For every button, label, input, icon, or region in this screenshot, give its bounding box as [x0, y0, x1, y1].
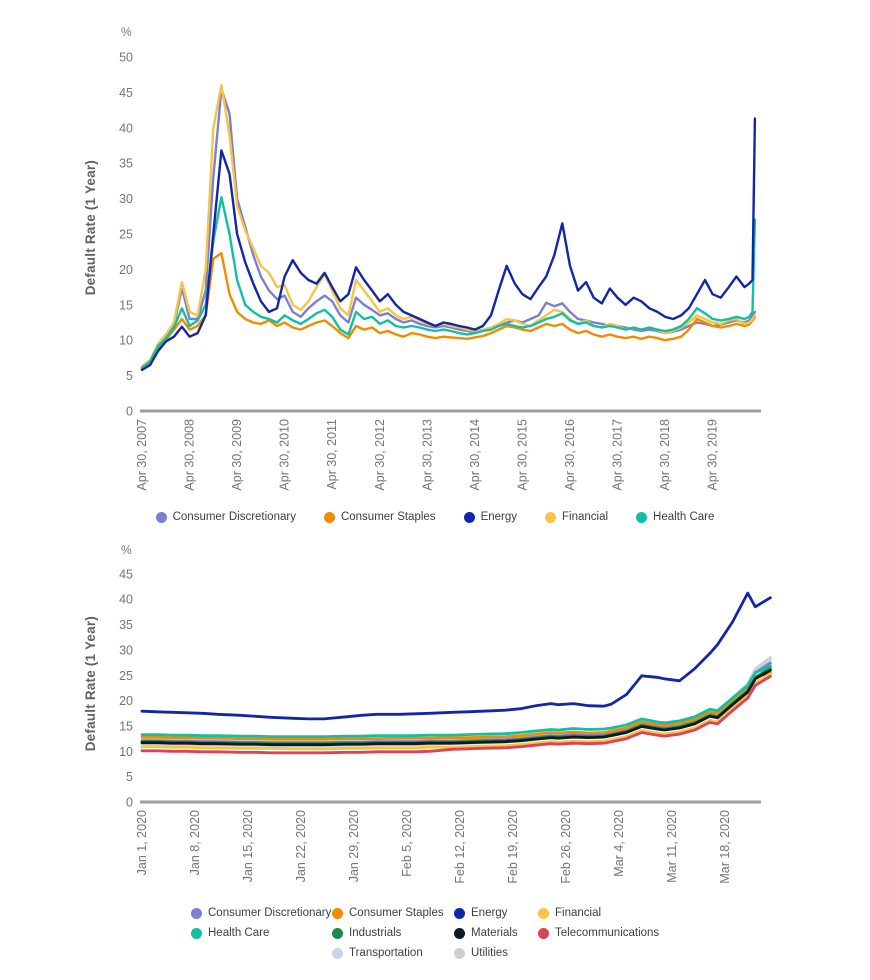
legend-label: Consumer Staples [349, 907, 444, 919]
y-tick-label: 20 [119, 262, 133, 277]
legend-label: Telecommunications [555, 927, 660, 939]
x-tick-label: Jan 15, 2020 [241, 810, 255, 883]
x-tick-label: Feb 5, 2020 [400, 810, 414, 877]
y-tick-label: 20 [119, 694, 133, 709]
y-tick-label: 50 [119, 50, 133, 65]
series-line-consumer-staples [142, 253, 755, 368]
legend-label: Financial [555, 907, 602, 919]
legend-item-consumer-staples [332, 907, 454, 919]
legend-label: Health Care [653, 511, 715, 523]
legend-swatch-consumer-discretionary [191, 908, 202, 919]
y-axis-title: Default Rate (1 Year) [83, 160, 98, 296]
legend-item-health-care [636, 511, 714, 523]
legend-item-consumer-staples [324, 511, 436, 523]
legend-label: Transportation [349, 947, 423, 959]
x-tick-label: Apr 30, 2007 [135, 419, 149, 491]
x-tick-label: Feb 19, 2020 [506, 810, 520, 884]
legend-label: Materials [471, 927, 518, 939]
x-tick-label: Apr 30, 2017 [610, 419, 625, 491]
legend-item-health-care [191, 927, 332, 939]
legend-swatch-consumer-staples [324, 512, 335, 523]
y-tick-label: 45 [119, 85, 133, 100]
x-tick-label: Apr 30, 2009 [230, 419, 245, 491]
y-tick-label: 10 [119, 744, 133, 759]
y-axis-unit-label: % [121, 543, 132, 557]
x-tick-label: Apr 30, 2012 [372, 419, 387, 491]
legend-item-utilities [454, 947, 538, 959]
legend-label: Utilities [471, 947, 509, 959]
legend-item-energy [464, 511, 517, 523]
x-tick-label: Mar 18, 2020 [718, 810, 732, 884]
x-tick-label: Apr 30, 2018 [658, 419, 672, 491]
y-tick-label: 45 [119, 567, 133, 582]
legend-swatch-consumer-staples [332, 908, 343, 919]
legend-swatch-industrials [332, 928, 343, 939]
y-tick-label: 30 [119, 643, 133, 658]
y-axis-unit-label: % [121, 25, 132, 39]
x-tick-label: Apr 30, 2019 [705, 419, 720, 491]
legend-swatch-energy [454, 908, 465, 919]
legend-swatch-materials [454, 928, 465, 939]
y-axis-title: Default Rate (1 Year) [83, 616, 98, 752]
series-line-energy [142, 593, 770, 719]
x-tick-label: Apr 30, 2014 [467, 419, 482, 491]
legend-swatch-transportation [332, 948, 343, 959]
y-tick-label: 0 [126, 795, 133, 810]
y-tick-label: 15 [119, 298, 133, 313]
x-tick-label: Jan 8, 2020 [188, 810, 202, 876]
historical-chart-legend [0, 511, 870, 523]
x-tick-label: Mar 4, 2020 [612, 810, 626, 877]
x-tick-label: Apr 30, 2013 [420, 419, 435, 491]
y-tick-label: 0 [126, 404, 133, 419]
legend-item-consumer-discretionary [191, 907, 332, 919]
legend-item-telecommunications [538, 927, 713, 939]
x-tick-label: Jan 22, 2020 [294, 810, 308, 883]
x-tick-label: Mar 11, 2020 [665, 810, 679, 883]
legend-swatch-consumer-discretionary [156, 512, 167, 523]
x-tick-label: Jan 29, 2020 [347, 810, 361, 883]
legend-swatch-energy [464, 512, 475, 523]
legend-item-financial [545, 511, 608, 523]
x-tick-label: Apr 30, 2016 [563, 419, 577, 491]
legend-label: Consumer Staples [340, 511, 436, 523]
legend-label: Energy [480, 511, 517, 523]
y-tick-label: 30 [119, 192, 133, 207]
legend-label: Financial [562, 511, 609, 523]
x-tick-label: Feb 26, 2020 [559, 810, 573, 884]
legend-swatch-financial [545, 512, 556, 523]
y-tick-label: 35 [119, 156, 133, 171]
x-tick-label: Feb 12, 2020 [453, 810, 467, 884]
x-tick-label: Apr 30, 2011 [325, 419, 340, 490]
x-tick-label: Jan 1, 2020 [135, 810, 149, 876]
legend-label: Industrials [349, 927, 402, 939]
x-tick-label: Apr 30, 2010 [277, 419, 292, 491]
y-tick-label: 5 [126, 369, 133, 384]
legend-label: Health Care [208, 927, 270, 939]
y-tick-label: 25 [119, 227, 133, 242]
y-tick-label: 15 [119, 719, 133, 734]
legend-label: Energy [471, 907, 508, 919]
y-tick-label: 25 [119, 668, 133, 683]
legend-item-energy [454, 907, 538, 919]
y-tick-label: 40 [119, 592, 133, 607]
legend-swatch-financial [538, 908, 549, 919]
series-line-consumer-discretionary [142, 663, 770, 743]
y-tick-label: 5 [126, 770, 133, 785]
legend-item-materials [454, 927, 538, 939]
legend-item-transportation [332, 947, 454, 959]
y-tick-label: 10 [119, 333, 133, 348]
legend-swatch-telecommunications [538, 928, 549, 939]
x-tick-label: Apr 30, 2015 [515, 419, 530, 491]
ytd-chart-legend [191, 907, 713, 959]
legend-item-financial [538, 907, 713, 919]
legend-label: Consumer Discretionary [172, 511, 296, 523]
legend-swatch-health-care [191, 928, 202, 939]
y-tick-label: 40 [119, 121, 133, 136]
legend-item-industrials [332, 927, 454, 939]
legend-label: Consumer Discretionary [208, 907, 332, 919]
legend-item-consumer-discretionary [156, 511, 296, 523]
legend-swatch-health-care [636, 512, 647, 523]
series-line-health-care [142, 197, 755, 368]
y-tick-label: 35 [119, 618, 133, 632]
legend-swatch-utilities [454, 948, 465, 959]
x-tick-label: Apr 30, 2008 [182, 419, 197, 491]
